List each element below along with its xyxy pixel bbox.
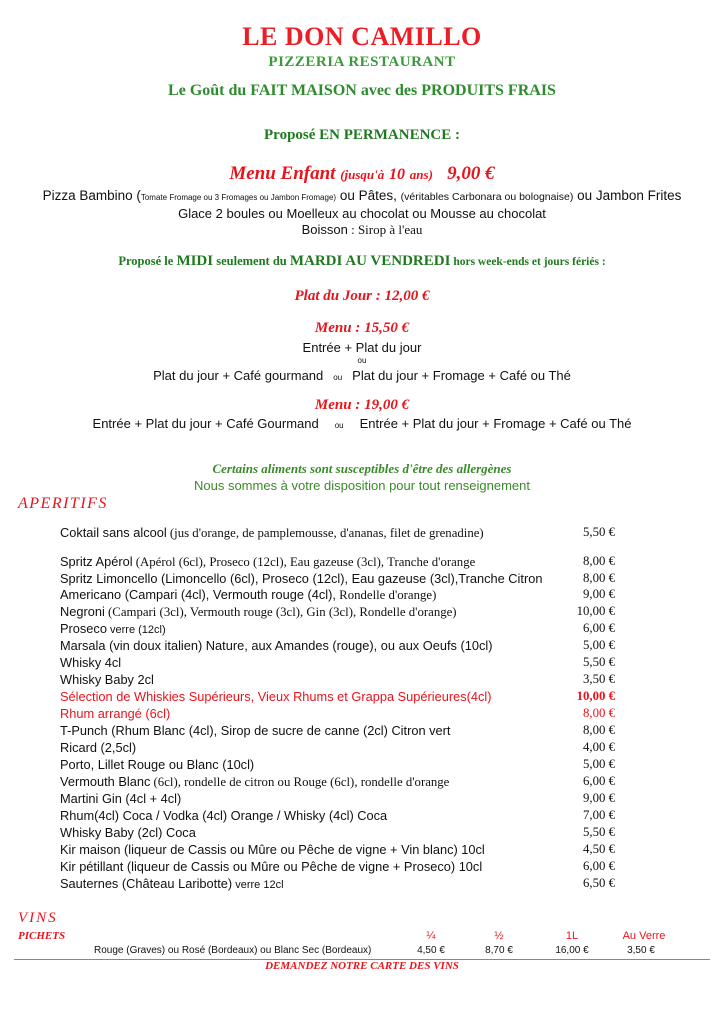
item-price: 5,50 € <box>583 525 615 539</box>
item-name: Kir pétillant (liqueur de Cassis ou Mûre ou Pêche de vigne + Proseco) 10cl <box>60 859 483 874</box>
item-name: Sélection de Whiskies Supérieurs, Vieux Rhums et Grappa Supérieures(4cl) <box>60 689 492 704</box>
item-price: 5,00 € <box>583 638 615 652</box>
aperitif-row <box>60 620 615 637</box>
plat-du-jour: Plat du Jour : 12,00 € <box>294 288 430 304</box>
item-price: 8,00 € <box>583 706 615 720</box>
price-liter: 16,00 € <box>555 945 589 956</box>
aperitif-row <box>60 570 615 587</box>
text: hors week-ends et jours fériés : <box>450 256 606 268</box>
item-name: Rhum(4cl) Coca / Vodka (4cl) Orange / Whisky (4cl) Coca <box>60 808 388 823</box>
item-price: 10,00 € <box>576 604 615 618</box>
text: ou <box>334 421 344 430</box>
pichets-heading: PICHETS <box>18 930 66 942</box>
menu-enfant-price: 9,00 € <box>447 163 495 184</box>
item-name: Rhum arrangé (6cl) <box>60 706 171 721</box>
permanence-heading: Proposé EN PERMANENCE : <box>264 127 460 143</box>
item-name: Martini Gin (4cl + 4cl) <box>60 791 182 806</box>
text: : Sirop à l'eau <box>347 222 423 237</box>
item-price: 8,00 € <box>583 571 615 585</box>
text: Pizza Bambino ( <box>42 188 141 203</box>
text: MARDI AU VENDREDI <box>289 253 451 269</box>
item-name: Porto, Lillet Rouge ou Blanc (10cl) <box>60 757 255 772</box>
wine-description: Rouge (Graves) ou Rosé (Bordeaux) ou Blanc Sec (Bordeaux) <box>94 945 372 956</box>
info-notice: Nous sommes à votre disposition pour tout renseignement <box>193 478 530 493</box>
item-detail: (Campari (3cl), Vermouth rouge (3cl), Gin (3cl), Rondelle d'orange) <box>104 605 457 619</box>
text: ou <box>333 373 343 382</box>
aperitif-row <box>60 586 615 603</box>
price-half: 8,70 € <box>485 945 513 956</box>
item-price: 5,50 € <box>583 825 615 839</box>
item-name: Kir maison (liqueur de Cassis ou Mûre ou Pêche de vigne + Vin blanc) 10cl <box>60 842 485 857</box>
item-price: 4,50 € <box>583 842 615 856</box>
aperitif-row <box>60 773 615 790</box>
item-detail: (Apérol (6cl), Proseco (12cl), Eau gazeuse (3cl), Tranche d'orange <box>132 555 476 569</box>
item-price: 3,50 € <box>583 672 615 686</box>
text: Tomate Fromage ou 3 Fromages ou Jambon Fromage) <box>140 193 337 202</box>
text: ou Pâtes, <box>336 188 401 203</box>
aperitif-row <box>60 807 615 824</box>
item-name: Coktail sans alcool <box>60 525 167 540</box>
item-name: Negroni <box>60 604 105 619</box>
item-name: Spritz Limoncello (Limoncello (6cl), Proseco (12cl), Eau gazeuse (3cl),Tranche Citron <box>60 571 543 586</box>
restaurant-subtitle: PIZZERIA RESTAURANT <box>268 54 456 70</box>
text: Plat du jour + Fromage + Café ou Thé <box>352 368 571 383</box>
aperitif-row <box>60 858 615 875</box>
menu-19-title: Menu : 19,00 € <box>314 397 410 413</box>
item-price: 5,00 € <box>583 757 615 771</box>
midi-heading <box>0 253 724 270</box>
item-price: 6,00 € <box>583 774 615 788</box>
menu-enfant-age-prefix: (jusqu'à <box>340 167 385 182</box>
item-price: 8,00 € <box>583 554 615 568</box>
text: Proposé le <box>118 254 177 268</box>
aperitif-row <box>60 739 615 756</box>
aperitif-row <box>60 524 615 541</box>
item-name: Whisky Baby (2cl) Coca <box>60 825 196 840</box>
wine-list-notice: DEMANDEZ NOTRE CARTE DES VINS <box>265 960 459 972</box>
menu-enfant-line-3 <box>0 222 724 238</box>
text: seulement du <box>213 254 290 268</box>
aperitif-row <box>60 841 615 858</box>
menu-15-line-1: Entrée + Plat du jour <box>302 340 422 355</box>
item-name: T-Punch (Rhum Blanc (4cl), Sirop de sucre de canne (2cl) Citron vert <box>60 723 451 738</box>
col-liter: 1L <box>565 930 579 942</box>
col-half: ½ <box>494 930 504 942</box>
aperitif-row <box>60 637 615 654</box>
menu-15-or: ou <box>357 356 367 365</box>
text: Entrée + Plat du jour + Fromage + Café ou Thé <box>359 416 632 431</box>
item-price: 10,00 € <box>576 689 615 703</box>
aperitif-row-highlight <box>60 688 615 705</box>
item-price: 6,00 € <box>583 859 615 873</box>
item-detail: verre 12cl <box>232 879 284 891</box>
item-price: 9,00 € <box>583 791 615 805</box>
aperitif-row <box>60 875 615 892</box>
aperitif-row <box>60 722 615 739</box>
item-price: 6,00 € <box>583 621 615 635</box>
menu-enfant-title <box>0 163 724 185</box>
menu-enfant-age-suffix: ans) <box>409 167 433 182</box>
item-name: Proseco <box>60 621 107 636</box>
text: Plat du jour + Café gourmand <box>153 368 324 383</box>
item-price: 6,50 € <box>583 876 615 890</box>
item-price: 9,00 € <box>583 587 615 601</box>
menu-19-line-1 <box>0 416 724 431</box>
menu-enfant-age-num: 10 <box>389 166 406 183</box>
item-price: 5,50 € <box>583 655 615 669</box>
aperitif-row <box>60 756 615 773</box>
aperitif-row-highlight <box>60 705 615 722</box>
menu-enfant-line-2: Glace 2 boules ou Moelleux au chocolat ou Mousse au chocolat <box>178 206 546 221</box>
item-price: 4,00 € <box>583 740 615 754</box>
item-detail: Rondelle d'orange) <box>335 588 437 602</box>
text: Boisson <box>301 222 348 237</box>
text: (véritables Carbonara ou bolognaise) <box>400 191 574 203</box>
text: ou Jambon Frites <box>573 188 682 203</box>
text: MIDI <box>176 253 214 269</box>
item-price: 8,00 € <box>583 723 615 737</box>
col-glass: Au Verre <box>622 930 666 942</box>
aperitif-row <box>60 553 615 570</box>
item-detail: verre (12cl) <box>106 624 166 636</box>
price-glass: 3,50 € <box>627 945 655 956</box>
col-quarter: ¼ <box>426 930 436 942</box>
item-detail: (jus d'orange, de pamplemousse, d'ananas, filet de grenadine) <box>166 526 484 540</box>
aperitifs-heading: APERITIFS <box>18 495 108 512</box>
item-name: Ricard (2,5cl) <box>60 740 137 755</box>
aperitif-row <box>60 671 615 688</box>
item-price: 7,00 € <box>583 808 615 822</box>
vins-heading: VINS <box>18 910 58 926</box>
item-name: Sauternes (Château Laribotte) <box>60 876 233 891</box>
aperitif-row <box>60 824 615 841</box>
item-name: Whisky Baby 2cl <box>60 672 154 687</box>
slogan: Le Goût du FAIT MAISON avec des PRODUITS FRAIS <box>168 82 556 99</box>
restaurant-title: LE DON CAMILLO <box>242 22 482 51</box>
menu-enfant-label: Menu Enfant <box>229 163 336 184</box>
menu-15-line-2 <box>0 368 724 383</box>
item-detail: (6cl), rondelle de citron ou Rouge (6cl), rondelle d'orange <box>150 775 450 789</box>
item-name: Americano (Campari (4cl), Vermouth rouge (4cl), <box>60 587 336 602</box>
menu-enfant-line-1 <box>0 188 724 203</box>
aperitif-row <box>60 603 615 620</box>
item-name: Spritz Apérol <box>60 554 133 569</box>
aperitif-row <box>60 654 615 671</box>
allergen-notice: Certains aliments sont susceptibles d'être des allergènes <box>212 461 512 476</box>
menu-15-title: Menu : 15,50 € <box>314 320 410 336</box>
item-name: Vermouth Blanc <box>60 774 151 789</box>
aperitif-row <box>60 790 615 807</box>
text: Entrée + Plat du jour + Café Gourmand <box>92 416 319 431</box>
price-quarter: 4,50 € <box>417 945 445 956</box>
item-name: Marsala (vin doux italien) Nature, aux Amandes (rouge), ou aux Oeufs (10cl) <box>60 638 493 653</box>
item-name: Whisky 4cl <box>60 655 122 670</box>
